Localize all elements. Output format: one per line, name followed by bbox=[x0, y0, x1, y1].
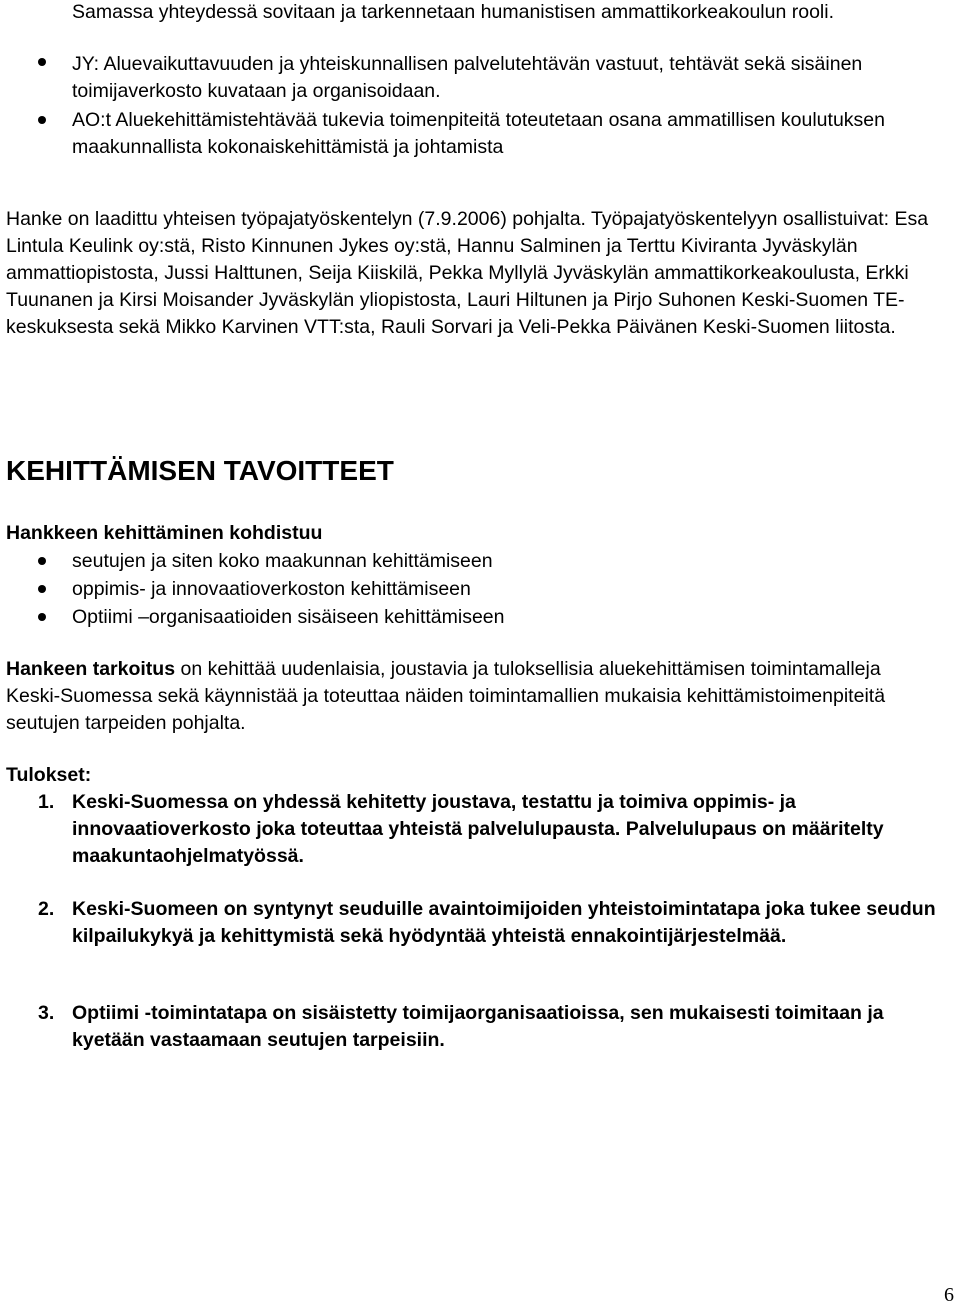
top-text: Samassa yhteydessä sovitaan ja tarkennetaan humanistisen ammattikorkeakoulun rooli. bbox=[72, 1, 834, 23]
focus-item: Optiimi –organisaatioiden sisäiseen kehittämiseen bbox=[72, 606, 505, 628]
bullet-icon bbox=[38, 585, 46, 593]
bullet-ao: AO:t Aluekehittämistehtävää tukevia toimenpiteitä toteutetaan osana ammatillisen koulutuksen maakunnallista kokonaiskehittämistä ja johtamista bbox=[72, 109, 885, 158]
purpose-label: Hankeen tarkoitus bbox=[6, 658, 176, 680]
result-number: 1. bbox=[38, 791, 55, 813]
bullet-icon bbox=[38, 613, 46, 621]
bullet-icon bbox=[38, 58, 46, 66]
result-item: Optiimi -toimintatapa on sisäistetty toimijaorganisaatioissa, sen mukaisesti toimitaan ja kyetään vastaamaan seutujen tarpeisiin. bbox=[72, 1002, 884, 1051]
section-heading: KEHITTÄMISEN TAVOITTEET bbox=[6, 455, 394, 486]
bullet-icon bbox=[38, 116, 46, 124]
focus-heading: Hankkeen kehittäminen kohdistuu bbox=[6, 522, 323, 544]
result-number: 3. bbox=[38, 1002, 55, 1024]
bullet-icon bbox=[38, 557, 46, 565]
purpose-text: on kehittää uudenlaisia, joustavia ja tuloksellisia aluekehittämisen toimintamalleja Keski-Suomessa sekä käynnistää ja toteuttaa näiden toimintamallien mukaisia kehittämistoimenpiteitä seutujen tarpeiden pohjalta. bbox=[6, 658, 886, 734]
result-item: Keski-Suomessa on yhdessä kehitetty joustava, testattu ja toimiva oppimis- ja innovaatioverkosto joka toteuttaa yhteistä palvelulupausta. Palvelulupaus on määritelty maakuntaohjelmatyössä. bbox=[72, 791, 884, 867]
purpose-paragraph bbox=[6, 656, 936, 737]
result-number: 2. bbox=[38, 898, 55, 920]
focus-item: seutujen ja siten koko maakunnan kehittämiseen bbox=[72, 550, 493, 572]
page-number: 6 bbox=[944, 1284, 954, 1306]
result-item: Keski-Suomeen on syntynyt seuduille avaintoimijoiden yhteistoimintatapa joka tukee seudun kilpailukykyä ja kehittymistä sekä hyödyntää yhteistä ennakointijärjestelmää. bbox=[72, 898, 936, 947]
bullet-jy: JY: Aluevaikuttavuuden ja yhteiskunnallisen palvelutehtävän vastuut, tehtävät sekä sisäinen toimijaverkosto kuvataan ja organisoidaan. bbox=[72, 53, 863, 102]
results-heading: Tulokset: bbox=[6, 764, 92, 786]
focus-item: oppimis- ja innovaatioverkoston kehittämiseen bbox=[72, 578, 471, 600]
workshop-paragraph: Hanke on laadittu yhteisen työpajatyöskentelyn (7.9.2006) pohjalta. Työpajatyöskentelyyn osallistuivat: Esa Lintula Keulink oy:stä, Risto Kinnunen Jykes oy:stä, Hannu Salminen ja Terttu Kiviranta Jyväskylän ammattiopistosta, Jussi Halttunen, Seija Kiiskilä, Pekka Myllylä Jyväskylän ammattikorkeakoulusta, Erkki Tuunanen ja Kirsi Moisander Jyväskylän yliopistosta, Lauri Hiltunen ja Pirjo Suhonen Keski-Suomen TE-keskuksesta sekä Mikko Karvinen VTT:sta, Rauli Sorvari ja Veli-Pekka Päivänen Keski-Suomen liitosta. bbox=[6, 208, 929, 338]
